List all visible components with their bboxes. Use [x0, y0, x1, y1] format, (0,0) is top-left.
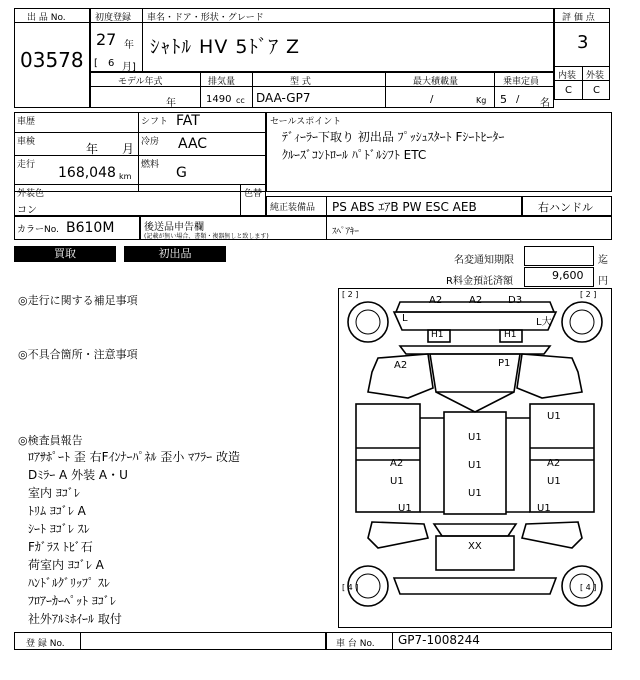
handle-value: 右ハンドル [538, 201, 593, 214]
grade-value: 3 [577, 32, 589, 53]
damage-mark: XX [468, 541, 482, 552]
sales-point-label: セールスポイント [270, 117, 342, 127]
fuel-label: 燃料 [141, 160, 160, 170]
inspector-line: ｼｰﾄ ﾖｺﾞﾚ ｽﾚ [28, 522, 90, 536]
recycle-label: R料金預託済額 [446, 276, 513, 287]
car-name-label: 車名・ドア・形状・グレード [147, 13, 264, 23]
first-reg-month-unit: 月] [122, 62, 136, 73]
body-right [530, 404, 594, 512]
inspector-line: ﾊﾝﾄﾞﾙｸﾞﾘｯﾌﾟ ｽﾚ [28, 576, 110, 590]
name-change-label: 名変通知期限 [454, 255, 514, 266]
wheel-front-left [348, 302, 388, 342]
fender-rear-right [522, 522, 582, 548]
car-name: ｼｬﾄﾙ HV 5ﾄﾞｱ Z [150, 36, 301, 58]
chassis-label: 車 台 No. [336, 639, 375, 649]
inspector-report-title: ◎検査員報告 [18, 434, 83, 447]
name-change-unit: 迄 [598, 255, 608, 266]
damage-mark: U1 [468, 432, 482, 443]
damage-mark: D3 [508, 295, 523, 306]
name-change-box [524, 246, 594, 266]
fender-front-right [517, 354, 582, 398]
ext-color-value: コン [17, 205, 37, 216]
post-doc-value: ｽﾍﾟｱｷｰ [332, 227, 360, 237]
recycle-value: 9,600 [552, 269, 584, 282]
ext-color-box [14, 184, 266, 216]
car-diagram [338, 288, 612, 628]
ac-label: 冷房 [141, 137, 160, 147]
inspector-line: ﾌﾛｱｰｶｰﾍﾟｯﾄ ﾖｺﾞﾚ [28, 594, 116, 608]
inspector-line: 室内 ﾖｺﾞﾚ [28, 486, 80, 500]
equipment-label: 純正装備品 [270, 203, 316, 213]
first-reg-year: 27 [96, 30, 117, 49]
type-value: DAA-GP7 [256, 91, 311, 105]
damage-mark: H1 [431, 330, 444, 340]
color-no-label: カラーNo. [17, 225, 59, 235]
damage-mark: A2 [469, 295, 483, 306]
reg-no-label: 登 録 No. [26, 639, 65, 649]
equipment-value: PS ABS ｴｱB PW ESC AEB [332, 200, 477, 214]
exterior-grade: C [593, 85, 600, 96]
exterior-label: 外装 [586, 71, 605, 81]
color-change-label: 色替 [244, 189, 263, 199]
damage-mark: U1 [398, 503, 412, 514]
damage-mark: U1 [468, 488, 482, 499]
hood [394, 312, 556, 330]
kaitori-badge: 買取 [14, 246, 116, 262]
month-open: [ [94, 58, 98, 69]
first-reg-month: 6 [108, 58, 115, 69]
displacement-unit: cc [236, 96, 245, 105]
model-year-unit: 年 [166, 98, 176, 109]
max-load-unit: Kg [476, 96, 487, 105]
damage-mark: A2 [547, 458, 561, 469]
max-load-label: 最大積載量 [413, 77, 459, 87]
capacity-slash: / [516, 94, 520, 105]
inspector-line: Dﾐﾗｰ A 外装 A・U [28, 468, 128, 482]
defect-notes-title: ◎不具合箇所・注意事項 [18, 348, 138, 361]
history-label: 車歴 [17, 117, 36, 127]
damage-mark: L [402, 313, 408, 324]
damage-mark: P1 [498, 358, 511, 369]
recycle-unit: 円 [598, 276, 608, 287]
post-doc-note: (記載が無い場合、書類・複器無しと致します) [144, 233, 269, 240]
damage-mark: A2 [394, 360, 408, 371]
first-reg-year-unit: 年 [124, 40, 134, 51]
inspection-label: 車検 [17, 137, 36, 147]
first-listing-badge: 初出品 [124, 246, 226, 262]
sales-point-line-1: ﾃﾞｨｰﾗｰ下取り 初出品 ﾌﾟｯｼｭｽﾀｰﾄ Fｼｰﾄﾋｰﾀｰ [282, 130, 505, 144]
sales-point-line-2: ｸﾙｰｽﾞｺﾝﾄﾛｰﾙ ﾊﾟﾄﾞﾙｼﾌﾄ ETC [282, 148, 427, 162]
rear-glass [434, 524, 516, 536]
grade-label: 評 価 点 [562, 13, 595, 23]
inspector-line: Fｶﾞﾗｽ ﾄﾋﾞ石 [28, 540, 93, 554]
driving-notes-title: ◎走行に関する補足事項 [18, 294, 138, 307]
body-left [356, 404, 420, 512]
chassis-value: GP7-1008244 [398, 633, 480, 647]
displacement-label: 排気量 [208, 77, 236, 87]
inspector-line: ﾄﾘﾑ ﾖｺﾞﾚ A [28, 504, 86, 518]
interior-label: 内装 [558, 71, 577, 81]
ac-value: AAC [178, 136, 208, 152]
max-load-slash: / [430, 94, 434, 105]
damage-mark: U1 [537, 503, 551, 514]
inspection-month: 月 [122, 142, 135, 156]
post-doc-label: 後送品申告欄 [144, 222, 204, 233]
first-reg-label: 初度登録 [95, 13, 132, 23]
displacement-value: 1490 [206, 94, 232, 105]
capacity-unit: 名 [540, 98, 550, 109]
capacity-label: 乗車定員 [503, 77, 540, 87]
details-left-box [14, 112, 266, 192]
damage-mark: U1 [547, 411, 561, 422]
shift-label: シフト [141, 117, 169, 127]
inspector-line: ﾛｱｻﾎﾟｰﾄ 歪 右Fｲﾝﾅｰﾊﾟﾈﾙ 歪小 ﾏﾌﾗｰ 改造 [28, 450, 240, 464]
inspector-line: 荷室内 ﾖｺﾞﾚ A [28, 558, 104, 572]
rear-bumper [394, 578, 556, 594]
front-upper [400, 346, 550, 354]
damage-mark: A2 [429, 295, 443, 306]
lot-label: 出 品 No. [27, 13, 66, 23]
fender-rear-left [368, 522, 428, 548]
interior-grade: C [565, 85, 572, 96]
shift-value: FAT [176, 113, 200, 129]
corner-front-left: [ 2 ] [342, 290, 359, 299]
color-no-value: B610M [66, 220, 115, 236]
lot-number: 03578 [20, 48, 84, 72]
corner-front-right: [ 2 ] [580, 290, 597, 299]
wheel-front-right [562, 302, 602, 342]
inspector-line: 社外ｱﾙﾐﾎｲｰﾙ 取付 [28, 612, 122, 626]
mileage-unit: km [119, 172, 132, 181]
corner-rear-right: [ 4 ] [580, 583, 597, 592]
mileage-value: 168,048 [58, 165, 116, 181]
mileage-label: 走行 [17, 160, 36, 170]
damage-mark: A2 [390, 458, 404, 469]
inspection-year: 年 [86, 142, 99, 156]
model-year-label: モデル年式 [118, 77, 163, 87]
corner-rear-left: [ 4 ] [342, 583, 359, 592]
damage-mark: L大 [536, 317, 552, 328]
ext-color-label: 外装色 [17, 189, 45, 199]
fuel-value: G [176, 165, 187, 181]
damage-mark: U1 [547, 476, 561, 487]
damage-mark: U1 [390, 476, 404, 487]
damage-mark: H1 [504, 330, 517, 340]
capacity-value: 5 [500, 93, 507, 106]
damage-mark: U1 [468, 460, 482, 471]
type-label: 型 式 [290, 77, 311, 87]
